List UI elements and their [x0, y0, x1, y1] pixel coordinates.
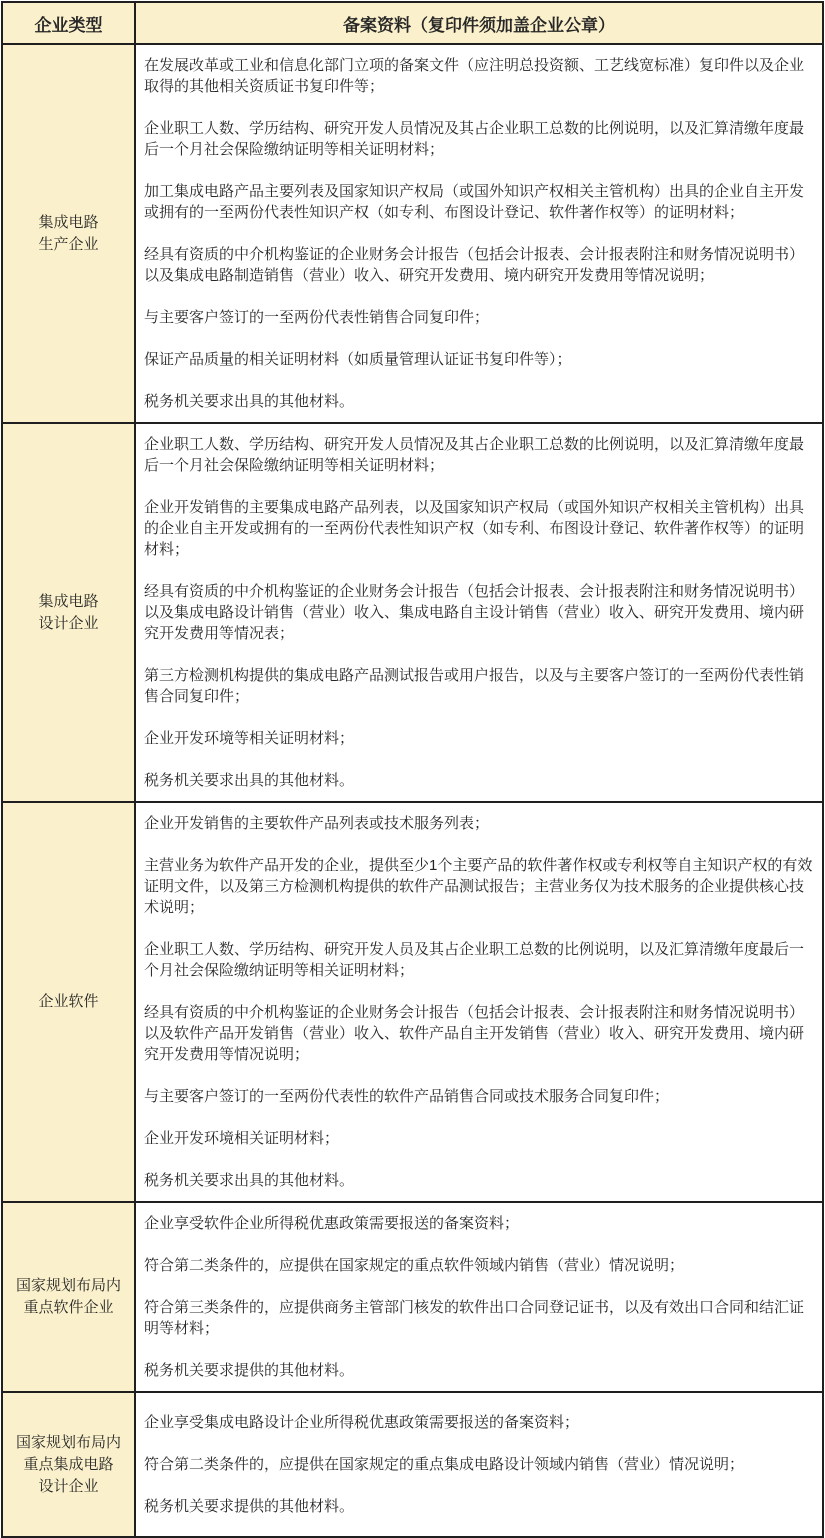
materials-cell [135, 1202, 823, 1392]
material-paragraph: 企业享受软件企业所得税优惠政策需要报送的备案资料； [144, 1215, 520, 1232]
enterprise-type-line: 设计企业 [38, 614, 99, 632]
material-paragraph: 符合第二类条件的，应提供在国家规定的重点软件领域内销售（营业）情况说明； [144, 1257, 685, 1274]
material-paragraph: 企业开发销售的主要集成电路产品列表，以及国家知识产权局（或国外知识产权相关主管机构）出具的企业自主开发或拥有的一至两份代表性知识产权（如专利、布图设计登记、软件著作权等）的证明材料； [144, 499, 805, 558]
material-paragraph: 符合第二类条件的，应提供在国家规定的重点集成电路设计领域内销售（营业）情况说明； [144, 1456, 745, 1473]
material-paragraph: 与主要客户签订的一至两份代表性的软件产品销售合同或技术服务合同复印件； [144, 1088, 670, 1105]
column-header-enterprise-type: 企业类型 [2, 2, 135, 44]
material-paragraph: 企业开发环境等相关证明材料； [144, 730, 355, 747]
material-paragraph: 税务机关要求出具的其他材料。 [144, 1172, 355, 1189]
enterprise-type-line: 集成电路 [38, 213, 99, 231]
material-paragraph: 税务机关要求出具的其他材料。 [144, 393, 355, 410]
material-paragraph: 税务机关要求出具的其他材料。 [144, 772, 355, 789]
enterprise-type-line: 重点集成电路 [23, 1455, 114, 1473]
enterprise-type-line: 重点软件企业 [23, 1299, 114, 1316]
material-paragraph: 符合第三类条件的，应提供商务主管部门核发的软件出口合同登记证书，以及有效出口合同和结汇证明等材料； [144, 1299, 805, 1337]
material-paragraph: 保证产品质量的相关证明材料（如质量管理认证证书复印件等）； [144, 351, 572, 368]
table-row [2, 802, 823, 1202]
enterprise-type-line: 设计企业 [38, 1477, 99, 1495]
enterprise-type-cell [2, 423, 135, 802]
enterprise-type-line: 国家规划布局内 [15, 1277, 121, 1294]
table-row [2, 423, 823, 802]
enterprise-type-line: 生产企业 [38, 235, 99, 253]
material-paragraph: 经具有资质的中介机构鉴证的企业财务会计报告（包括会计报表、会计报表附注和财务情况说明书）以及软件产品开发销售（营业）收入、软件产品自主开发销售（营业）收入、研究开发费用、境内研究开发费用等情况说明； [144, 1004, 805, 1063]
material-paragraph: 第三方检测机构提供的集成电路产品测试报告或用户报告，以及与主要客户签订的一至两份代表性销售合同复印件； [144, 667, 805, 705]
table-row [2, 1392, 823, 1537]
material-paragraph: 企业开发销售的主要软件产品列表或技术服务列表； [144, 815, 490, 832]
enterprise-type-cell [2, 44, 135, 423]
enterprise-type-line: 企业软件 [38, 993, 99, 1010]
material-paragraph: 企业开发环境相关证明材料； [144, 1130, 340, 1147]
material-paragraph: 经具有资质的中介机构鉴证的企业财务会计报告（包括会计报表、会计报表附注和财务情况说明书）以及集成电路设计销售（营业）收入、集成电路自主设计销售（营业）收入、研究开发费用、境内研究开发费用等情况表； [144, 583, 805, 642]
material-paragraph: 税务机关要求提供的其他材料。 [144, 1362, 355, 1379]
material-paragraph: 与主要客户签订的一至两份代表性销售合同复印件； [144, 309, 490, 326]
filing-materials-table [1, 1, 824, 1538]
table-header [2, 2, 823, 44]
materials-cell [135, 1392, 823, 1537]
materials-cell [135, 802, 823, 1202]
material-paragraph: 企业职工人数、学历结构、研究开发人员情况及其占企业职工总数的比例说明，以及汇算清缴年度最后一个月社会保险缴纳证明等相关证明材料； [144, 120, 805, 158]
enterprise-type-cell [2, 802, 135, 1202]
material-paragraph: 企业职工人数、学历结构、研究开发人员及其占企业职工总数的比例说明，以及汇算清缴年度最后一个月社会保险缴纳证明等相关证明材料； [144, 941, 805, 979]
materials-cell [135, 44, 823, 423]
material-paragraph: 税务机关要求提供的其他材料。 [144, 1498, 355, 1515]
material-paragraph: 企业职工人数、学历结构、研究开发人员情况及其占企业职工总数的比例说明，以及汇算清缴年度最后一个月社会保险缴纳证明等相关证明材料； [144, 436, 805, 474]
table-body [2, 44, 823, 1537]
table-row [2, 1202, 823, 1392]
material-paragraph: 在发展改革或工业和信息化部门立项的备案文件（应注明总投资额、工艺线宽标准）复印件以及企业取得的其他相关资质证书复印件等； [144, 57, 805, 95]
enterprise-type-cell [2, 1202, 135, 1392]
material-paragraph: 主营业务为软件产品开发的企业，提供至少1个主要产品的软件著作权或专利权等自主知识产权的有效证明文件，以及第三方检测机构提供的软件产品测试报告；主营业务仅为技术服务的企业提供核心技术说明； [144, 857, 813, 916]
enterprise-type-line: 集成电路 [38, 592, 99, 610]
table-row [2, 44, 823, 423]
material-paragraph: 加工集成电路产品主要列表及国家知识产权局（或国外知识产权相关主管机构）出具的企业自主开发或拥有的一至两份代表性知识产权（如专利、布图设计登记、软件著作权等）的证明材料； [144, 183, 805, 221]
column-header-filing-materials: 备案资料（复印件须加盖企业公章） [135, 2, 823, 44]
material-paragraph: 经具有资质的中介机构鉴证的企业财务会计报告（包括会计报表、会计报表附注和财务情况说明书）以及集成电路制造销售（营业）收入、研究开发费用、境内研究开发费用等情况说明； [144, 246, 805, 284]
material-paragraph: 企业享受集成电路设计企业所得税优惠政策需要报送的备案资料； [144, 1414, 580, 1431]
enterprise-type-line: 国家规划布局内 [15, 1433, 121, 1451]
materials-cell [135, 423, 823, 802]
enterprise-type-cell [2, 1392, 135, 1537]
header-row [2, 2, 823, 44]
